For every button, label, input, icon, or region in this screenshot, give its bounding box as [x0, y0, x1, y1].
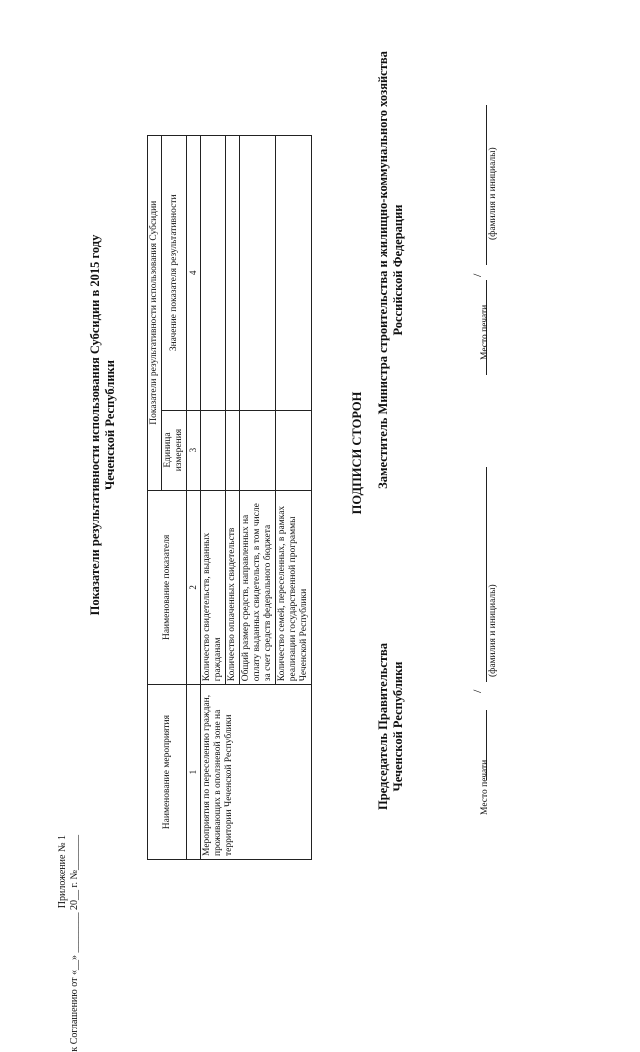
header-row-1	[148, 136, 162, 860]
value-cell	[240, 136, 276, 411]
table-row	[201, 136, 226, 860]
column-number: 3	[187, 410, 201, 490]
indicator-cell: Количество свидетельств, выданных гражданам	[201, 490, 226, 685]
title-line-2: Чеченской Республики	[103, 360, 117, 490]
header-indicator: Наименование показателя	[148, 490, 187, 685]
right-name-line	[473, 105, 487, 265]
right-stamp-caption: Место печати	[480, 304, 490, 360]
header-value: Значение показателя результативности	[162, 136, 187, 411]
agreement-reference: к Соглашению от «__» ________ 20__ г. №_______	[69, 835, 80, 1052]
indicator-cell: Количество оплаченных свидетельств	[226, 490, 240, 685]
left-name-line	[473, 467, 487, 682]
right-title-line-2: Российской Федерации	[391, 204, 405, 336]
left-names-caption: (фамилия и инициалы)	[488, 584, 498, 677]
indicator-cell: Общий размер средств, направленных на оплату выданных свидетельств, в том числе за счет средств федерального бюджета	[240, 490, 276, 685]
indicator-cell: Количество семей, переселенных, в рамках реализации государственной программы Чеченской Республики	[276, 490, 312, 685]
title-line-1: Показатели результативности использования Субсидии в 2015 году	[88, 234, 102, 616]
unit-cell	[201, 410, 226, 490]
page-title	[88, 185, 118, 665]
unit-cell	[276, 410, 312, 490]
value-cell	[276, 136, 312, 411]
column-number: 1	[187, 685, 201, 860]
header-event: Наименование мероприятия	[148, 685, 187, 860]
unit-cell	[240, 410, 276, 490]
left-title-line-2: Чеченской Республики	[391, 661, 405, 792]
right-signature-slash: /	[470, 273, 484, 277]
event-name-cell: Мероприятия по переселению граждан, проживающих в оползневой зоне на территории Чеченской Республики	[201, 685, 312, 860]
left-title-line-1: Председатель Правительства	[376, 642, 390, 810]
column-number: 2	[187, 490, 201, 685]
value-cell	[201, 136, 226, 411]
header-group: Показатели результативности использования Субсидии	[148, 136, 162, 491]
value-cell	[226, 136, 240, 411]
signatures-heading: ПОДПИСИ СТОРОН	[350, 391, 364, 515]
unit-cell	[226, 410, 240, 490]
column-numbers-row	[187, 136, 201, 860]
left-stamp-caption: Место печати	[480, 759, 490, 815]
column-number: 4	[187, 136, 201, 411]
right-names-caption: (фамилия и инициалы)	[488, 147, 498, 240]
annex-number: Приложение № 1	[57, 835, 68, 909]
right-signatory-title	[376, 30, 406, 510]
right-title-line-1: Заместитель Министра строительства и жилищно-коммунального хозяйства	[376, 51, 390, 489]
annex-reference	[57, 835, 81, 1052]
left-signature-slash: /	[470, 689, 484, 693]
indicators-table	[147, 135, 312, 860]
left-signatory-title	[376, 643, 406, 810]
header-unit: Единица измерения	[162, 410, 187, 490]
